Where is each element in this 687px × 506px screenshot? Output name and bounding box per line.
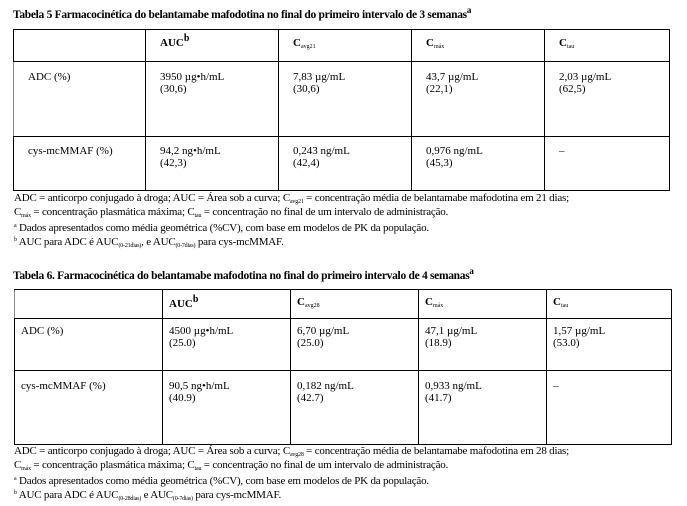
text-fragment: (0-28dias) — [118, 496, 142, 502]
text-fragment: (45,3) — [426, 157, 453, 169]
text-fragment: máx — [433, 44, 445, 50]
table6-cell — [163, 371, 291, 445]
text-fragment: avg28 — [289, 452, 304, 458]
text-fragment: b — [14, 237, 17, 243]
table6-header-cavg — [291, 290, 419, 319]
table-row — [14, 62, 670, 137]
text-fragment: máx — [432, 303, 444, 309]
text-fragment: (25.0) — [297, 337, 324, 349]
text-fragment: AUC para ADC é AUC — [16, 489, 119, 501]
text-fragment: (30,6) — [293, 83, 320, 95]
text-fragment: máx — [21, 466, 31, 472]
text-fragment: 47,1 µg/mL — [425, 325, 478, 337]
text-fragment: C — [293, 37, 301, 49]
text-fragment: ADC = anticorpo conjugado à droga; AUC = Área sob a curva; C — [14, 445, 290, 457]
table5-title-text: Tabela 5 Farmacocinética do belantamabe mafodotina no final do primeiro intervalo de 3 semanas — [13, 8, 467, 21]
table6-title — [13, 266, 474, 282]
text-fragment: (42,3) — [160, 157, 187, 169]
table6-cell — [547, 319, 672, 371]
text-fragment: 0,182 ng/mL — [297, 380, 354, 392]
text-fragment: Dados apresentados como média geométrica (%CV), com base em modelos de PK da população. — [16, 222, 429, 234]
text-fragment: 90,5 ng•h/mL — [169, 380, 230, 392]
text-fragment: C — [297, 296, 305, 308]
table6-header-row — [15, 290, 672, 319]
text-fragment: C — [14, 459, 22, 471]
text-fragment: C — [553, 296, 561, 308]
text-fragment: 94,2 ng•h/mL — [160, 145, 221, 157]
text-fragment: máx — [21, 213, 31, 219]
table5-header-cmax — [412, 30, 545, 62]
table6-row-label: cys-mcMMAF (%) — [15, 371, 163, 445]
table6-header-ctau — [547, 290, 672, 319]
table5-cell — [146, 62, 279, 137]
text-fragment: C — [559, 37, 567, 49]
table6-cell — [291, 371, 419, 445]
table5-cell — [412, 137, 545, 191]
text-fragment: = concentração no final de um intervalo de administração. — [201, 206, 449, 218]
table5-cell — [545, 137, 670, 191]
text-fragment: avg28 — [304, 303, 320, 309]
text-fragment: (22,1) — [426, 83, 453, 95]
text-fragment: = concentração plasmática máxima; C — [30, 206, 195, 218]
text-fragment: tau — [566, 44, 575, 50]
table6-header-empty — [15, 290, 163, 319]
table6-cell — [419, 319, 547, 371]
table6-row-label: ADC (%) — [15, 319, 163, 371]
text-fragment: (30,6) — [160, 83, 187, 95]
table5 — [13, 29, 670, 191]
table5-header-cavg — [279, 30, 412, 62]
text-fragment: AUC — [160, 37, 184, 49]
table5-header-ctau — [545, 30, 670, 62]
text-fragment: ADC = anticorpo conjugado à droga; AUC = Área sob a curva; C — [14, 192, 290, 204]
table-row — [15, 319, 672, 371]
table-row — [14, 137, 670, 191]
text-fragment: , e AUC — [141, 236, 176, 248]
text-fragment: tau — [194, 213, 202, 219]
table6-footnote-b — [14, 486, 281, 506]
text-fragment: C — [425, 296, 433, 308]
table5-footnote-b — [14, 233, 284, 253]
table6-header-auc — [163, 290, 291, 319]
table5-cell — [279, 137, 412, 191]
text-fragment: (0-7dias) — [172, 496, 193, 502]
text-fragment: b — [183, 33, 190, 44]
table6-cell — [163, 319, 291, 371]
text-fragment: (42.7) — [297, 392, 324, 404]
text-fragment: – — [559, 145, 565, 157]
table6-cell — [291, 319, 419, 371]
text-fragment: tau — [194, 466, 202, 472]
text-fragment: (0-21dias) — [118, 243, 142, 249]
text-fragment: (40.9) — [169, 392, 196, 404]
text-fragment: (0-7dias) — [175, 243, 196, 249]
table5-row-label: cys-mcMMAF (%) — [14, 137, 146, 191]
text-fragment: C — [14, 206, 22, 218]
text-fragment: 6,70 µg/mL — [297, 325, 350, 337]
table5-cell — [412, 62, 545, 137]
table6-title-sup: a — [469, 266, 474, 276]
table5-cell — [146, 137, 279, 191]
text-fragment: 7,83 µg/mL — [293, 71, 346, 83]
text-fragment: 2,03 µg/mL — [559, 71, 612, 83]
text-fragment: 43,7 µg/mL — [426, 71, 479, 83]
text-fragment: (18.9) — [425, 337, 452, 349]
text-fragment: 0,933 ng/mL — [425, 380, 482, 392]
text-fragment: para cys-mcMMAF. — [195, 236, 284, 248]
table-row — [15, 371, 672, 445]
text-fragment: tau — [560, 303, 569, 309]
text-fragment: Dados apresentados como média geométrica (%CV), com base em modelos de PK da população. — [16, 475, 429, 487]
text-fragment: 0,243 ng/mL — [293, 145, 350, 157]
text-fragment: AUC — [169, 298, 193, 310]
table6 — [14, 289, 672, 445]
table5-row-label: ADC (%) — [14, 62, 146, 137]
table6-cell — [547, 371, 672, 445]
table5-title-sup: a — [466, 5, 472, 15]
table5-cell — [545, 62, 670, 137]
text-fragment: avg21 — [300, 44, 316, 50]
text-fragment: = concentração média de belantamabe mafodotina em 28 dias; — [303, 445, 569, 457]
text-fragment: 4500 µg•h/mL — [169, 325, 234, 337]
text-fragment: (53.0) — [553, 337, 580, 349]
text-fragment: 3950 µg•h/mL — [160, 71, 225, 83]
table6-cell — [419, 371, 547, 445]
text-fragment: (42,4) — [293, 157, 320, 169]
text-fragment: = concentração plasmática máxima; C — [30, 459, 195, 471]
table5-header-empty — [14, 30, 146, 62]
table5-header-row — [14, 30, 670, 62]
table5-header-auc — [146, 30, 279, 62]
table6-header-cmax — [419, 290, 547, 319]
text-fragment: 0,976 ng/mL — [426, 145, 483, 157]
text-fragment: = concentração no final de um intervalo de administração. — [201, 459, 449, 471]
table5-cell — [279, 62, 412, 137]
text-fragment: a — [14, 476, 17, 482]
table5-title — [13, 5, 471, 21]
text-fragment: 1,57 µg/mL — [553, 325, 606, 337]
text-fragment: AUC para ADC é AUC — [16, 236, 119, 248]
text-fragment: = concentração média de belantamabe mafodotina em 21 dias; — [303, 192, 569, 204]
text-fragment: (41.7) — [425, 392, 452, 404]
text-fragment: a — [14, 223, 17, 229]
text-fragment: b — [192, 294, 199, 305]
text-fragment: (25.0) — [169, 337, 196, 349]
table6-title-text: Tabela 6. Farmacocinética do belantamabe mafodotina no final do primeiro intervalo de 4 semanas — [13, 269, 470, 282]
text-fragment: avg21 — [289, 199, 304, 205]
text-fragment: C — [426, 37, 434, 49]
text-fragment: b — [14, 490, 17, 496]
text-fragment: e AUC — [141, 489, 173, 501]
text-fragment: para cys-mcMMAF. — [192, 489, 282, 501]
text-fragment: (62,5) — [559, 83, 586, 95]
text-fragment: – — [553, 380, 559, 392]
